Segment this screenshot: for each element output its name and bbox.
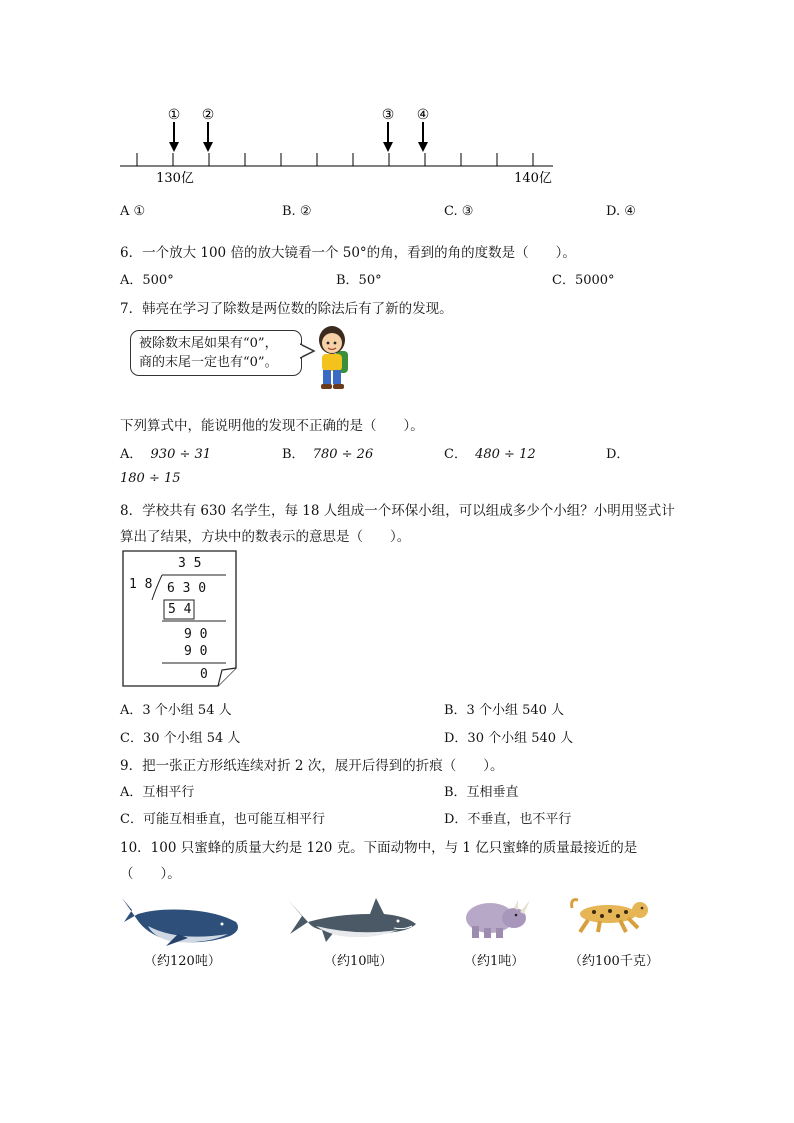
q6-option-b[interactable]: B．50° [336,273,382,288]
q9-option-c[interactable]: C．可能互相垂直，也可能互相平行 [120,812,325,827]
marker-label-4: ④ [416,107,430,123]
leopard-illustration[interactable] [568,894,656,936]
q7-option-a-letter: A． [120,447,143,462]
division-remainder: 9 0 [184,627,208,642]
marker-label-1: ① [167,107,181,123]
whale-illustration[interactable] [118,888,246,948]
q7-prompt: 下列算式中，能说明他的发现不正确的是（ ）。 [120,418,424,434]
q5-option-d[interactable]: D. ④ [606,204,636,219]
q6-text: 6．一个放大 100 倍的放大镜看一个 50°的角，看到的角的度数是（ ）。 [120,245,576,261]
label-140: 140亿 [514,171,552,186]
q9-text: 9．把一张正方形纸连续对折 2 次，展开后得到的折痕（ ）。 [120,758,504,774]
arrow-marker-4 [418,122,428,152]
q5-option-a[interactable]: A ① [120,204,146,219]
q6-option-c[interactable]: C．5000° [552,273,615,288]
q8-option-d[interactable]: D．30 个小组 540 人 [444,731,574,746]
leopard-caption: （约100千克） [569,954,659,969]
arrow-marker-3 [383,122,393,152]
q10-text-line-2: （ ）。 [120,866,181,882]
bubble-line-1: 被除数末尾如果有“0”， [139,336,278,351]
q8-text-line-2: 算出了结果，方块中的数表示的意思是（ ）。 [120,529,411,545]
q7-option-c-letter: C． [444,447,467,462]
q8-option-a[interactable]: A．3 个小组 54 人 [120,703,232,718]
q8-option-b[interactable]: B．3 个小组 540 人 [444,703,565,718]
division-final: 0 [200,667,208,682]
q9-option-a[interactable]: A．互相平行 [120,785,195,800]
q7-option-c[interactable] [444,443,536,462]
q7-option-b-expr: 780 ÷ 26 [312,447,374,462]
division-boxed-number: 5 4 [168,602,192,617]
division-dividend: 6 3 0 [167,581,207,596]
speech-bubble [130,330,302,376]
shark-illustration[interactable] [286,890,420,946]
q7-option-b[interactable] [282,443,373,462]
q7-option-a-expr: 930 ÷ 31 [150,447,212,462]
arrow-marker-1 [169,122,179,152]
whale-caption: （约120吨） [144,954,221,969]
number-line-ticks [137,153,533,166]
q7-option-b-letter: B． [282,447,305,462]
division-quotient: 3 5 [178,556,202,571]
arrow-marker-2 [203,122,213,152]
q10-text-line-1: 10．100 只蜜蜂的质量大约是 120 克。下面动物中，与 1 亿只蜜蜂的质量最接近的是 [120,840,638,856]
label-130: 130亿 [156,171,194,186]
division-subtract: 9 0 [184,644,208,659]
q6-option-a[interactable]: A．500° [120,273,174,288]
q9-option-d[interactable]: D．不垂直，也不平行 [444,812,572,827]
number-line-figure [115,100,565,190]
q7-option-c-expr: 480 ÷ 12 [475,447,536,462]
q5-option-b[interactable]: B. ② [282,204,312,219]
rhino-caption: （约1吨） [464,954,525,969]
q5-option-c[interactable]: C. ③ [444,204,474,219]
q7-text: 7．韩亮在学习了除数是两位数的除法后有了新的发现。 [120,301,453,317]
division-divisor: 1 8 [129,577,153,592]
bubble-line-2: 商的末尾一定也有“0”。 [139,355,278,370]
shark-caption: （约10吨） [324,954,393,969]
long-division-card [122,550,238,688]
boy-illustration [312,325,354,397]
q8-text-line-1: 8．学校共有 630 名学生，每 18 人组成一个环保小组，可以组成多少个小组？小明用竖式计 [120,503,675,519]
marker-label-2: ② [201,107,215,123]
q8-option-c[interactable]: C．30 个小组 54 人 [120,731,241,746]
q7-option-a[interactable] [120,443,211,462]
q7-option-d-letter[interactable]: D． [606,447,630,462]
q9-option-b[interactable]: B．互相垂直 [444,785,519,800]
rhino-illustration[interactable] [460,892,532,942]
q7-option-d-expr[interactable]: 180 ÷ 15 [120,471,181,486]
marker-label-3: ③ [381,107,395,123]
